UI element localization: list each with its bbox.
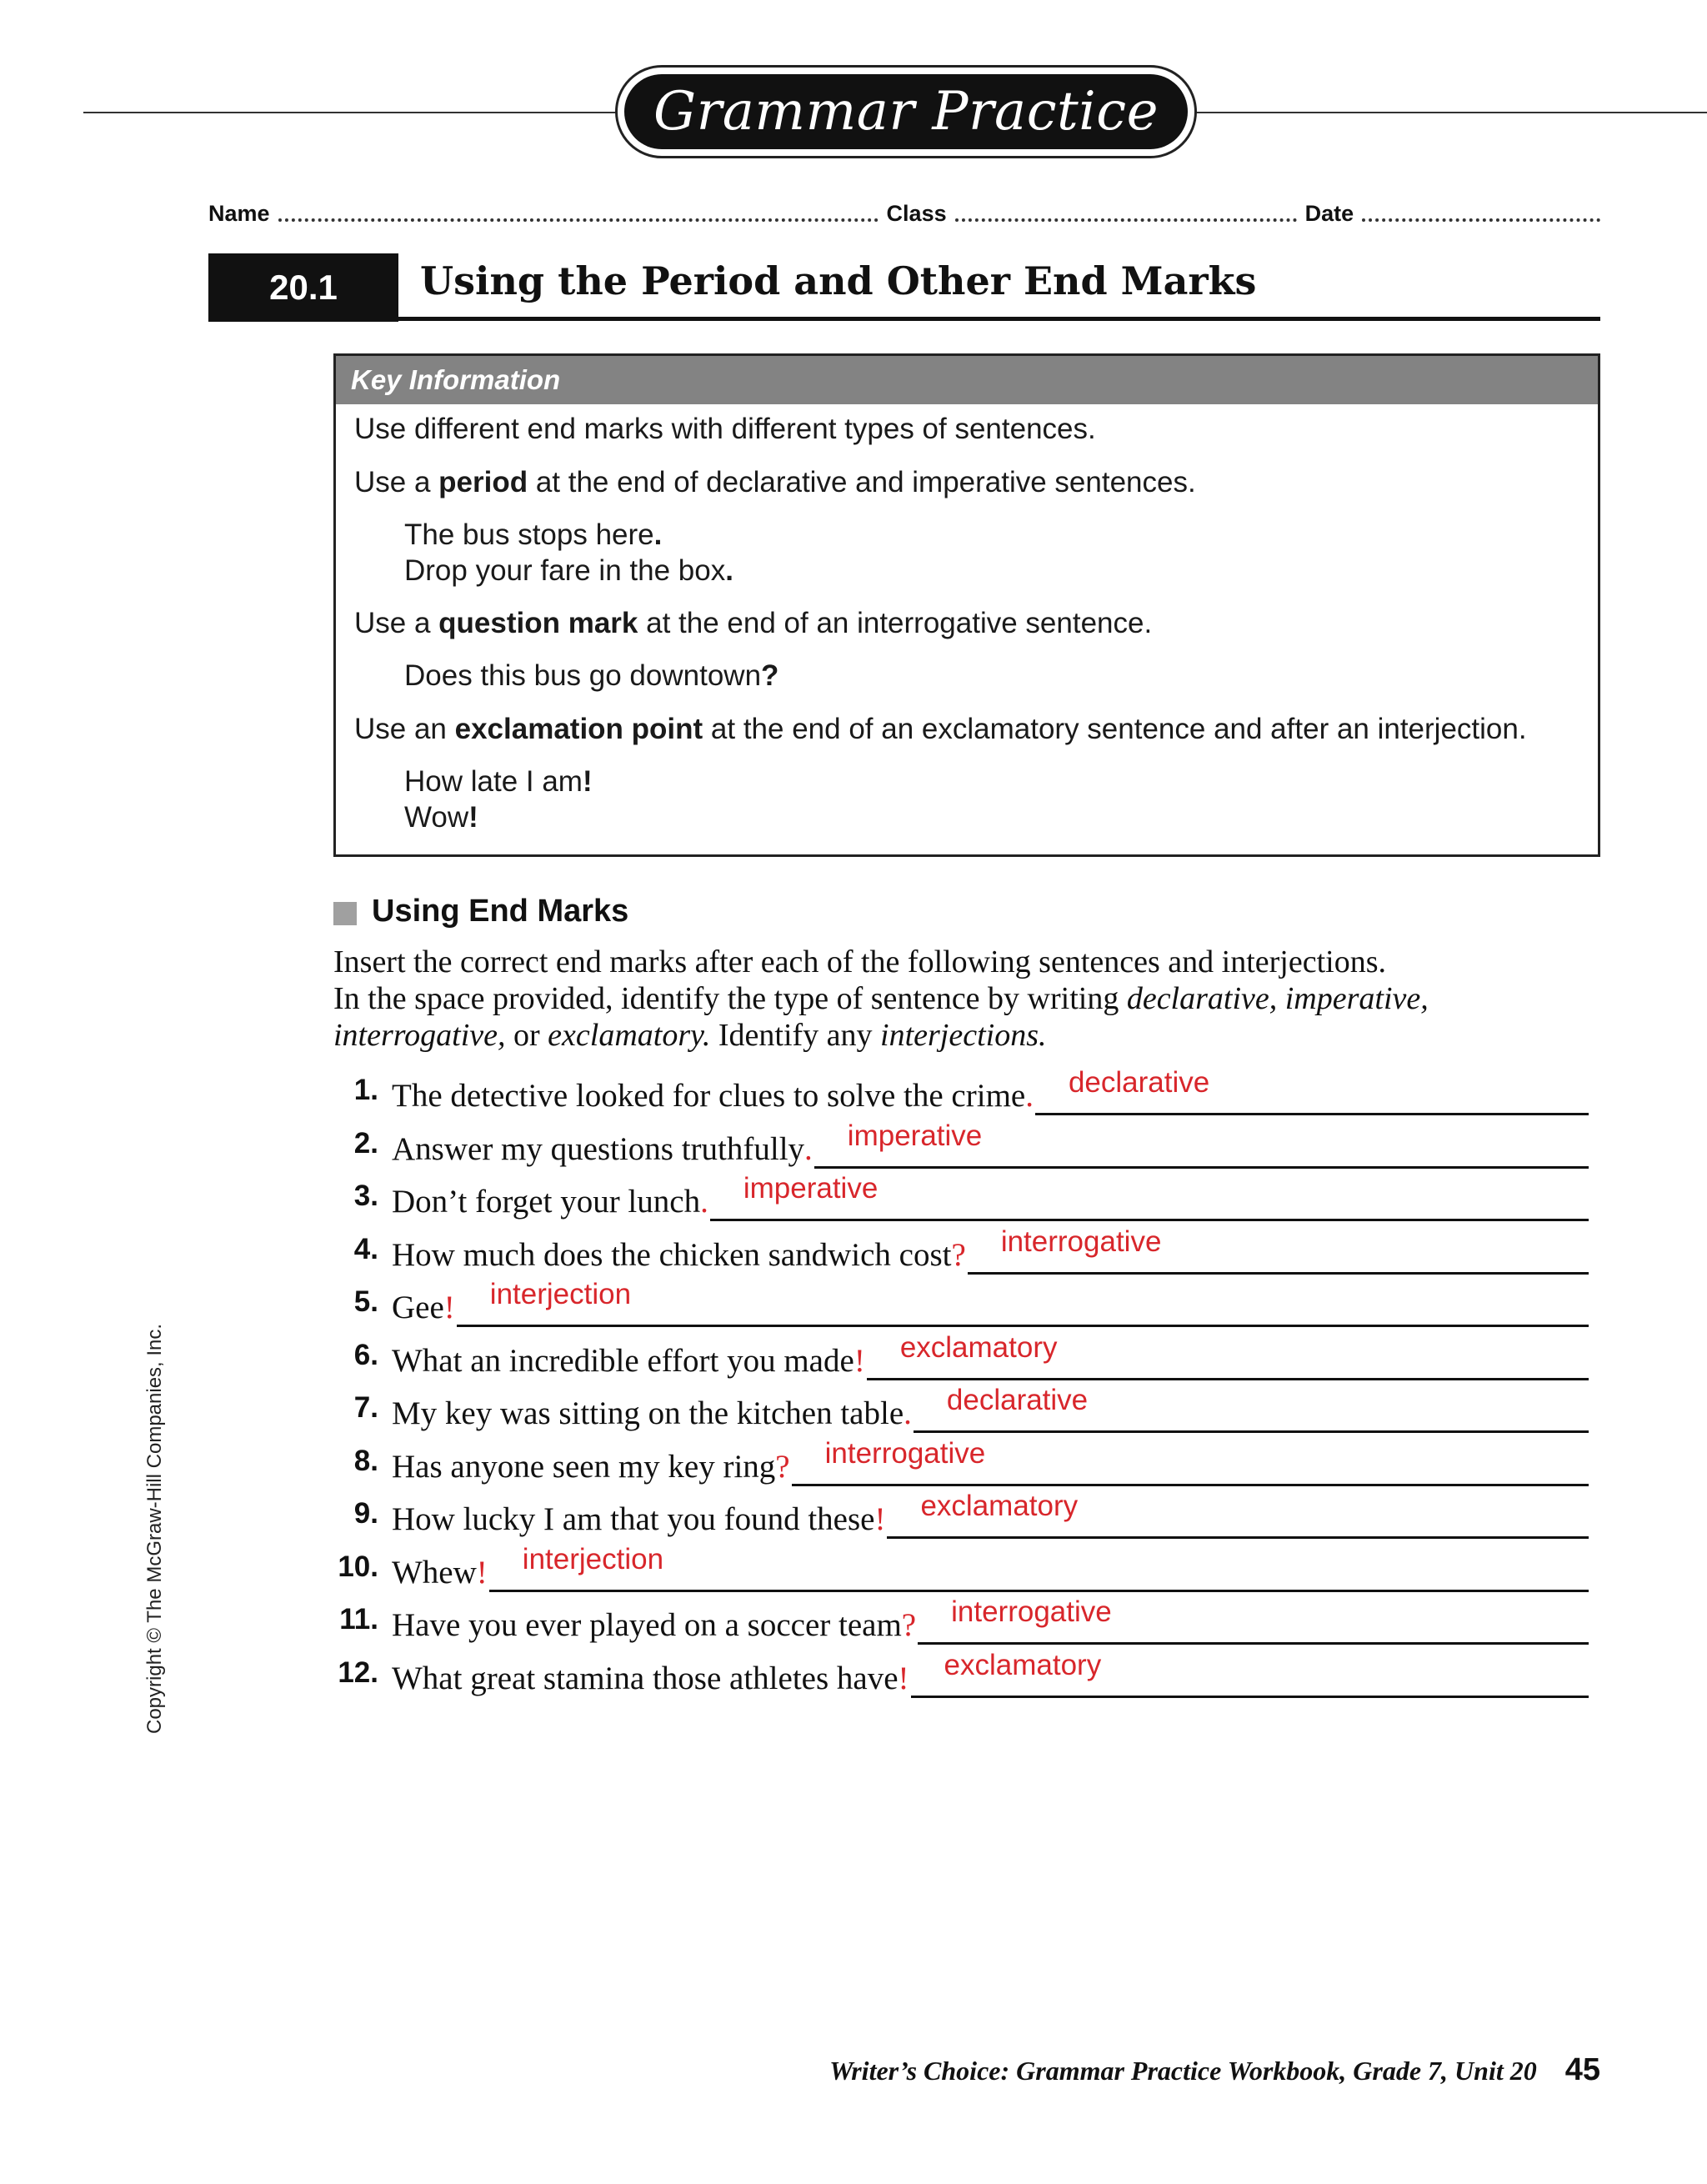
section-rule <box>398 317 1600 321</box>
exercise-item <box>333 1225 1589 1275</box>
example-mark: ! <box>468 801 478 834</box>
exercise-line <box>392 1545 1589 1592</box>
exercise-item <box>333 1172 1589 1221</box>
example-mark: ! <box>582 765 593 798</box>
title-banner <box>615 65 1197 158</box>
instruction-text: In the space provided, identify the type of sentence by writing <box>333 981 1127 1016</box>
exercise-line <box>392 1280 1589 1327</box>
copyright-notice: Copyright © The McGraw-Hill Companies, Inc. <box>143 1323 166 1734</box>
exercise-line <box>392 1122 1589 1169</box>
answer-blank[interactable] <box>489 1543 1589 1592</box>
sentence-type-answer: declarative <box>946 1384 1089 1416</box>
end-mark-answer: . <box>1025 1078 1034 1114</box>
exercise-item <box>333 1386 1589 1433</box>
sentence-type-answer: interrogative <box>824 1437 986 1470</box>
exercise-number: 1. <box>353 1074 378 1106</box>
example-text: Drop your fare in the box <box>404 554 726 587</box>
sentence-type-answer: declarative <box>1068 1066 1210 1099</box>
example-mark: ? <box>761 659 779 692</box>
subsection-bullet-icon <box>333 902 357 925</box>
sentence-type-answer: exclamatory <box>899 1331 1058 1364</box>
exercise-number: 4. <box>353 1233 378 1265</box>
exercise-sentence: Don’t forget your lunch <box>392 1184 701 1220</box>
answer-blank[interactable] <box>792 1437 1589 1486</box>
rule-term: exclamation point <box>454 713 703 745</box>
exercise-sentence: Has anyone seen my key ring <box>392 1449 776 1485</box>
key-rule-question <box>354 607 1152 640</box>
section-title: Using the Period and Other End Marks <box>420 258 1257 303</box>
example-mark: . <box>725 554 733 587</box>
exercise-item <box>333 1122 1589 1169</box>
end-mark-answer: ! <box>898 1661 909 1696</box>
instruction-term: exclamatory. <box>548 1018 711 1053</box>
key-intro: Use different end marks with different types of sentences. <box>354 413 1096 445</box>
class-field[interactable] <box>955 218 1297 222</box>
exercise-item <box>333 1595 1589 1645</box>
key-example <box>404 801 478 834</box>
instruction-term: interjections. <box>880 1018 1047 1053</box>
exercise-instructions <box>333 944 1600 1054</box>
exercise-item <box>333 1066 1589 1115</box>
answer-blank[interactable] <box>710 1172 1589 1221</box>
example-mark: . <box>653 518 663 551</box>
rule-text: Use an <box>354 713 455 745</box>
sentence-type-answer: imperative <box>743 1172 879 1205</box>
exercise-item <box>333 1331 1589 1380</box>
exercise-line <box>392 1386 1589 1433</box>
end-mark-answer: ? <box>901 1607 917 1643</box>
example-text: Wow <box>404 801 469 834</box>
title-banner-inner <box>624 74 1188 149</box>
exercise-item <box>333 1437 1589 1486</box>
sentence-type-answer: exclamatory <box>920 1490 1079 1522</box>
exercise-line <box>392 1066 1589 1115</box>
name-field[interactable] <box>278 218 879 222</box>
exercise-item <box>333 1545 1589 1592</box>
rule-text: Use a <box>354 607 439 639</box>
exercise-line <box>392 1172 1589 1221</box>
exercise-sentence: The detective looked for clues to solve the crime <box>392 1078 1026 1114</box>
key-example <box>404 554 733 588</box>
exercise-line <box>392 1651 1589 1698</box>
sentence-type-answer: imperative <box>847 1120 983 1152</box>
key-example <box>404 518 662 552</box>
example-text: The bus stops here <box>404 518 654 551</box>
key-rule-period <box>354 466 1196 499</box>
class-label: Class <box>886 201 947 226</box>
exercise-sentence: Gee <box>392 1290 444 1325</box>
sentence-type-answer: interrogative <box>1000 1225 1162 1258</box>
rule-text: at the end of an interrogative sentence. <box>638 607 1153 639</box>
name-label: Name <box>208 201 270 226</box>
end-mark-answer: ! <box>854 1343 865 1379</box>
exercise-line <box>392 1437 1589 1486</box>
answer-blank[interactable] <box>968 1225 1589 1275</box>
date-field[interactable] <box>1362 218 1600 222</box>
exercise-line <box>392 1225 1589 1275</box>
end-mark-answer: . <box>700 1184 708 1220</box>
answer-blank[interactable] <box>814 1120 1589 1169</box>
exercise-number: 2. <box>353 1127 378 1160</box>
footer-book-title: Writer’s Choice: Grammar Practice Workbook, Grade 7, Unit 20 <box>829 2056 1537 2086</box>
exercise-number: 3. <box>353 1180 378 1212</box>
page-footer <box>829 2052 1600 2088</box>
exercise-sentence: Whew <box>392 1555 477 1590</box>
end-mark-answer: ! <box>476 1555 488 1590</box>
sentence-type-answer: interjection <box>522 1543 664 1575</box>
page-number: 45 <box>1564 2052 1600 2087</box>
end-mark-answer: ! <box>874 1501 886 1537</box>
example-text: Does this bus go downtown <box>404 659 762 692</box>
exercise-line <box>392 1492 1589 1539</box>
end-mark-answer: . <box>904 1395 912 1431</box>
exercise-number: 12. <box>338 1656 378 1689</box>
rule-text: at the end of an exclamatory sentence and after an interjection. <box>703 713 1527 745</box>
instruction-text: Identify any <box>710 1018 881 1053</box>
instruction-text: Insert the correct end marks after each of the following sentences and interjections. <box>333 944 1386 979</box>
sentence-type-answer: interrogative <box>951 1595 1112 1628</box>
key-example <box>404 659 778 693</box>
student-info-row <box>208 190 1600 227</box>
key-rule-exclamation <box>354 713 1527 746</box>
exercise-number: 8. <box>353 1445 378 1477</box>
exercise-line <box>392 1595 1589 1645</box>
page-title: Grammar Practice <box>653 81 1159 143</box>
rule-text: Use a <box>354 466 439 498</box>
end-mark-answer: ? <box>775 1449 790 1485</box>
instruction-term: declarative, imperative, <box>1126 981 1429 1016</box>
answer-blank[interactable] <box>918 1595 1589 1645</box>
exercise-sentence: Answer my questions truthfully <box>392 1131 805 1167</box>
section-number: 20.1 <box>208 253 398 322</box>
key-information-heading: Key Information <box>336 356 1598 404</box>
answer-blank[interactable] <box>867 1331 1589 1380</box>
exercise-sentence: How lucky I am that you found these <box>392 1501 875 1537</box>
header-rule-left <box>83 112 625 113</box>
rule-text: at the end of declarative and imperative sentences. <box>528 466 1196 498</box>
end-mark-answer: ! <box>443 1290 455 1325</box>
answer-blank[interactable] <box>457 1278 1589 1327</box>
exercise-number: 10. <box>338 1550 378 1583</box>
end-mark-answer: ? <box>951 1237 966 1273</box>
exercise-sentence: How much does the chicken sandwich cost <box>392 1237 952 1273</box>
exercise-sentence: What great stamina those athletes have <box>392 1661 899 1696</box>
exercise-sentence: What an incredible effort you made <box>392 1343 854 1379</box>
exercise-sentence: Have you ever played on a soccer team <box>392 1607 902 1643</box>
rule-term: question mark <box>438 607 638 639</box>
answer-blank[interactable] <box>887 1490 1589 1539</box>
exercise-number: 9. <box>353 1497 378 1530</box>
sentence-type-answer: interjection <box>489 1278 632 1310</box>
sentence-type-answer: exclamatory <box>944 1649 1102 1681</box>
end-mark-answer: . <box>804 1131 813 1167</box>
exercise-number: 7. <box>353 1391 378 1424</box>
key-example <box>404 765 593 799</box>
exercise-number: 5. <box>353 1285 378 1318</box>
exercise-item <box>333 1492 1589 1539</box>
rule-term: period <box>438 466 528 498</box>
exercise-sentence: My key was sitting on the kitchen table <box>392 1395 904 1431</box>
date-label: Date <box>1304 201 1354 226</box>
key-information-box <box>333 353 1600 857</box>
exercise-number: 11. <box>339 1603 378 1635</box>
exercise-item <box>333 1651 1589 1698</box>
exercise-item <box>333 1280 1589 1327</box>
answer-blank[interactable] <box>914 1384 1589 1433</box>
exercise-number: 6. <box>353 1339 378 1371</box>
subsection-title: Using End Marks <box>372 894 629 929</box>
header-rule-right <box>1192 112 1707 113</box>
answer-blank[interactable] <box>911 1649 1589 1698</box>
answer-blank[interactable] <box>1035 1066 1589 1115</box>
instruction-text: or <box>505 1018 548 1053</box>
instruction-term: interrogative, <box>333 1018 506 1053</box>
example-text: How late I am <box>404 765 583 798</box>
exercise-line <box>392 1331 1589 1380</box>
